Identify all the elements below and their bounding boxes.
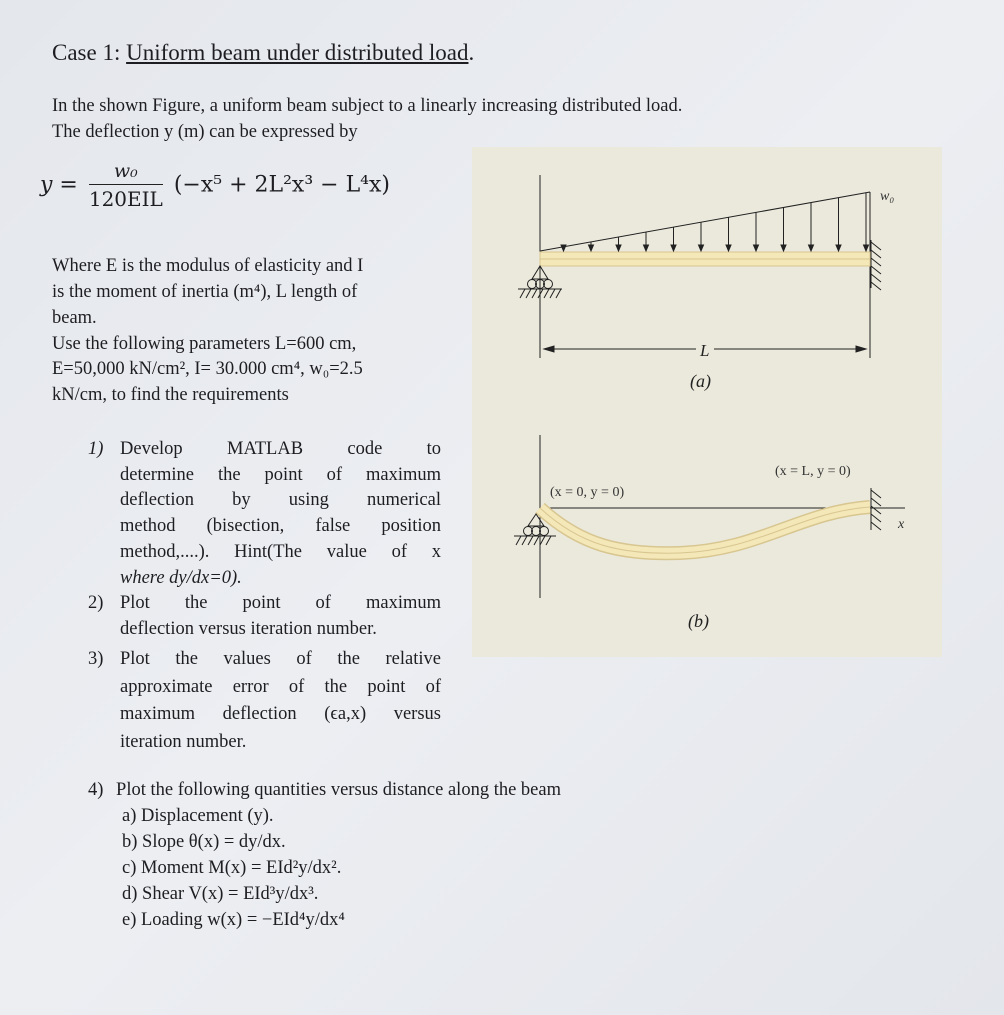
item-number: 4) [88, 780, 104, 800]
intro-line-1: In the shown Figure, a uniform beam subject to a linearly increasing distributed load. [52, 96, 683, 116]
equation-denominator: 120EIL [89, 184, 163, 211]
item-line: iteration number. [120, 731, 247, 752]
length-label: L [700, 341, 710, 360]
left-boundary-label: (x = 0, y = 0) [550, 485, 625, 500]
description-line: E=50,000 kN/cm², I= 30.000 cm⁴, w₀=2.5 [52, 359, 363, 379]
item-line: where dy/dx=0). [120, 567, 242, 588]
item-line: method,....). Hint(The value of x [120, 541, 441, 562]
deflection-equation [40, 160, 390, 211]
item-line: deflection by using numerical [120, 490, 441, 511]
sub-item: a) Displacement (y). [122, 806, 274, 826]
description-line: Where E is the modulus of elasticity and I [52, 256, 364, 276]
item-number: 3) [88, 649, 104, 669]
item-line: determine the point of maximum [120, 464, 441, 485]
requirement-3 [88, 646, 441, 756]
title-prefix: Case 1: [52, 40, 127, 65]
sub-item: b) Slope θ(x) = dy/dx. [122, 832, 286, 852]
intro-line-2: The deflection y (m) can be expressed by [52, 122, 358, 142]
description-line: beam. [52, 308, 97, 328]
requirement-2 [88, 591, 441, 642]
sub-item: c) Moment M(x) = EId²y/dx². [122, 858, 342, 878]
equation-numerator: w₀ [113, 160, 138, 182]
item-line: deflection versus iteration number. [120, 618, 377, 639]
sub-item-list [122, 803, 345, 933]
requirement-4 [88, 780, 561, 801]
item-line: Plot the point of maximum [120, 593, 441, 613]
item-line: method (bisection, false position [120, 516, 441, 537]
item-line: Develop MATLAB code to [120, 439, 441, 459]
load-label: w₀ [880, 189, 895, 204]
caption-b: (b) [688, 611, 709, 631]
title-main: Uniform beam under distributed load [126, 40, 469, 65]
figure-panel [472, 147, 942, 657]
description-line: kN/cm, to find the requirements [52, 385, 289, 405]
caption-a: (a) [690, 371, 711, 391]
requirement-1 [88, 437, 441, 591]
item-text: Plot the following quantities versus distance along the beam [116, 780, 561, 800]
sub-item: d) Shear V(x) = EId³y/dx³. [122, 884, 319, 904]
description-line: Use the following parameters L=600 cm, [52, 334, 357, 354]
item-number: 1) [88, 439, 104, 459]
sub-item: e) Loading w(x) = −EId⁴y/dx⁴ [122, 910, 345, 930]
item-line: maximum deflection (ϵa,x) versus [120, 704, 441, 724]
item-number: 2) [88, 593, 104, 613]
item-line: approximate error of the point of [120, 676, 441, 697]
right-boundary-label: (x = L, y = 0) [775, 464, 851, 479]
equation-rhs: (−x⁵ + 2L²x³ − L⁴x) [173, 172, 390, 198]
page-title [52, 40, 474, 66]
title-suffix: . [468, 40, 475, 65]
item-line: Plot the values of the relative [120, 649, 441, 669]
equation-fraction [89, 160, 163, 211]
x-axis-label: x [898, 517, 905, 532]
description-line: is the moment of inertia (m⁴), L length of [52, 282, 358, 302]
equation-lhs: y = [40, 172, 78, 198]
